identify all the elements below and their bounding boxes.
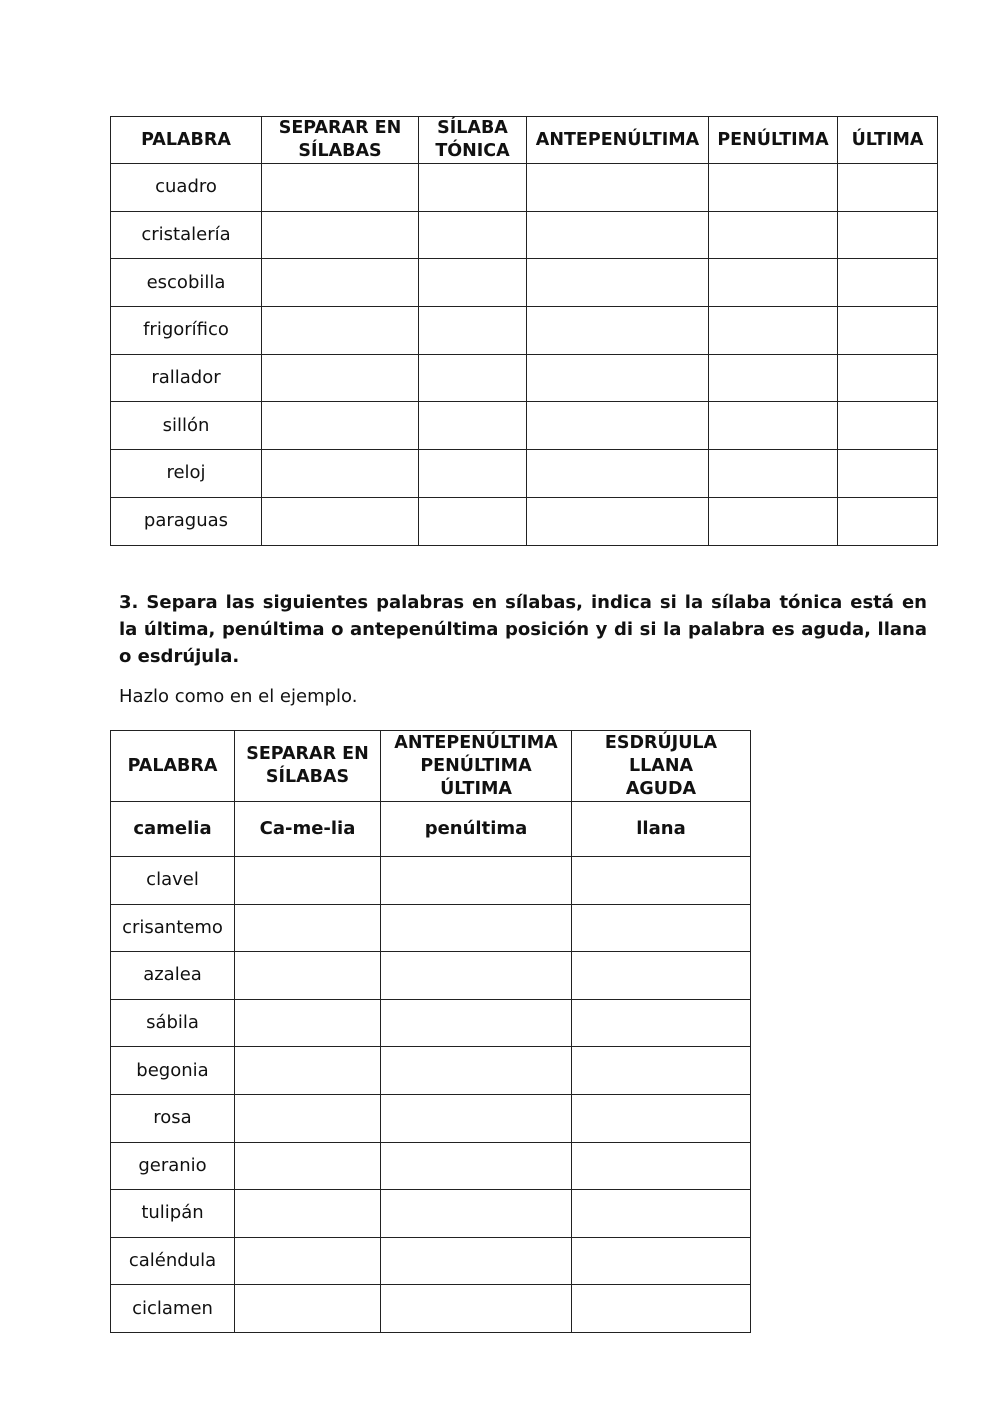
word-cell: escobilla: [111, 259, 262, 307]
table-row: [111, 402, 938, 450]
type-answer-cell[interactable]: [572, 999, 751, 1047]
header-tipo-line: ESDRÚJULA: [604, 732, 718, 753]
penultima-answer-cell[interactable]: [709, 259, 838, 307]
syllables-answer-cell[interactable]: [235, 1237, 381, 1285]
antepenultima-answer-cell[interactable]: [527, 354, 709, 402]
penultima-answer-cell[interactable]: [709, 307, 838, 355]
syllables-answer-cell[interactable]: [235, 1142, 381, 1190]
table-header-row: [111, 117, 938, 164]
syllables-answer-cell[interactable]: [262, 164, 419, 212]
type-answer-cell[interactable]: [572, 904, 751, 952]
header-silaba-line: SÍLABA: [437, 118, 508, 138]
tonic-syllable-answer-cell[interactable]: [419, 259, 527, 307]
position-answer-cell[interactable]: [381, 1142, 572, 1190]
word-cell: caléndula: [111, 1237, 235, 1285]
word-cell: cristalería: [111, 211, 262, 259]
syllables-answer-cell[interactable]: [235, 1190, 381, 1238]
example-type: llana: [572, 802, 751, 857]
word-cell: rallador: [111, 354, 262, 402]
syllables-answer-cell[interactable]: [262, 354, 419, 402]
table-body: [111, 164, 938, 546]
header-tipo-line: AGUDA: [625, 778, 697, 799]
antepenultima-answer-cell[interactable]: [527, 402, 709, 450]
position-answer-cell[interactable]: [381, 999, 572, 1047]
ultima-answer-cell[interactable]: [838, 450, 938, 498]
exercise-hint: Hazlo como en el ejemplo.: [119, 686, 358, 707]
ultima-answer-cell[interactable]: [838, 402, 938, 450]
syllables-answer-cell[interactable]: [235, 1047, 381, 1095]
syllables-answer-cell[interactable]: [235, 857, 381, 905]
penultima-answer-cell[interactable]: [709, 354, 838, 402]
word-cell: begonia: [111, 1047, 235, 1095]
syllables-answer-cell[interactable]: [262, 259, 419, 307]
syllables-answer-cell[interactable]: [235, 904, 381, 952]
type-answer-cell[interactable]: [572, 1047, 751, 1095]
table-row: [111, 450, 938, 498]
header-separar-line: SÍLABAS: [265, 767, 350, 787]
header-posicion-line: ANTEPENÚLTIMA: [394, 732, 558, 753]
antepenultima-answer-cell[interactable]: [527, 164, 709, 212]
word-cell: azalea: [111, 952, 235, 1000]
header-silaba-line: TÓNICA: [435, 141, 510, 161]
type-answer-cell[interactable]: [572, 952, 751, 1000]
classification-table: [110, 730, 751, 1333]
penultima-answer-cell[interactable]: [709, 164, 838, 212]
syllables-answer-cell[interactable]: [262, 450, 419, 498]
table-row: [111, 999, 751, 1047]
word-cell: cuadro: [111, 164, 262, 212]
tonic-syllable-answer-cell[interactable]: [419, 164, 527, 212]
table-row: [111, 1285, 751, 1333]
position-answer-cell[interactable]: [381, 1237, 572, 1285]
word-cell: sábila: [111, 999, 235, 1047]
antepenultima-answer-cell[interactable]: [527, 450, 709, 498]
word-cell: geranio: [111, 1142, 235, 1190]
example-syllables: Ca-me-lia: [235, 802, 381, 857]
word-cell: frigorífico: [111, 307, 262, 355]
table-row: [111, 904, 751, 952]
syllables-answer-cell[interactable]: [262, 497, 419, 545]
header-separar: [235, 731, 381, 802]
header-separar-line: SÍLABAS: [298, 141, 382, 161]
position-answer-cell[interactable]: [381, 1190, 572, 1238]
header-separar: [262, 117, 419, 164]
word-cell: clavel: [111, 857, 235, 905]
tonic-syllable-answer-cell[interactable]: [419, 497, 527, 545]
header-silaba-tonica: [419, 117, 527, 164]
header-posicion-line: PENÚLTIMA: [420, 755, 532, 776]
syllables-answer-cell[interactable]: [235, 1094, 381, 1142]
word-cell: rosa: [111, 1094, 235, 1142]
example-row: [111, 802, 751, 857]
header-tipo-line: LLANA: [628, 755, 694, 776]
ultima-answer-cell[interactable]: [838, 497, 938, 545]
word-cell: sillón: [111, 402, 262, 450]
penultima-answer-cell[interactable]: [709, 497, 838, 545]
type-answer-cell[interactable]: [572, 1142, 751, 1190]
tonic-syllable-answer-cell[interactable]: [419, 450, 527, 498]
penultima-answer-cell[interactable]: [709, 402, 838, 450]
position-answer-cell[interactable]: [381, 952, 572, 1000]
type-answer-cell[interactable]: [572, 1094, 751, 1142]
tonic-syllable-answer-cell[interactable]: [419, 402, 527, 450]
header-palabra: PALABRA: [111, 731, 235, 802]
ultima-answer-cell[interactable]: [838, 307, 938, 355]
type-answer-cell[interactable]: [572, 1237, 751, 1285]
antepenultima-answer-cell[interactable]: [527, 307, 709, 355]
table-row: [111, 1047, 751, 1095]
penultima-answer-cell[interactable]: [709, 211, 838, 259]
table-row: [111, 259, 938, 307]
ultima-answer-cell[interactable]: [838, 259, 938, 307]
table-row: [111, 952, 751, 1000]
header-tipo: [572, 731, 751, 802]
table-row: [111, 1237, 751, 1285]
position-answer-cell[interactable]: [381, 1047, 572, 1095]
antepenultima-answer-cell[interactable]: [527, 259, 709, 307]
syllables-answer-cell[interactable]: [235, 952, 381, 1000]
antepenultima-answer-cell[interactable]: [527, 497, 709, 545]
syllables-answer-cell[interactable]: [262, 307, 419, 355]
header-separar-line: SEPARAR EN: [246, 744, 369, 764]
exercise-instruction: 3. Separa las siguientes palabras en sílabas, indica si la sílaba tónica está en la última, penúltima o antepenúltima posición y di si la palabra es aguda, llana o esdrújula.: [119, 592, 927, 667]
word-cell: reloj: [111, 450, 262, 498]
position-answer-cell[interactable]: [381, 1285, 572, 1333]
table-row: [111, 354, 938, 402]
penultima-answer-cell[interactable]: [709, 450, 838, 498]
table-row: [111, 1094, 751, 1142]
word-cell: tulipán: [111, 1190, 235, 1238]
position-answer-cell[interactable]: [381, 1094, 572, 1142]
syllables-answer-cell[interactable]: [262, 211, 419, 259]
ultima-answer-cell[interactable]: [838, 354, 938, 402]
table-row: [111, 164, 938, 212]
table-row: [111, 211, 938, 259]
example-position: penúltima: [381, 802, 572, 857]
ultima-answer-cell[interactable]: [838, 211, 938, 259]
position-answer-cell[interactable]: [381, 904, 572, 952]
type-answer-cell[interactable]: [572, 1285, 751, 1333]
tonic-syllable-answer-cell[interactable]: [419, 307, 527, 355]
syllables-answer-cell[interactable]: [235, 1285, 381, 1333]
header-separar-line: SEPARAR EN: [278, 118, 402, 138]
word-cell: paraguas: [111, 497, 262, 545]
tonic-syllable-answer-cell[interactable]: [419, 354, 527, 402]
antepenultima-answer-cell[interactable]: [527, 211, 709, 259]
header-posicion-line: ÚLTIMA: [440, 778, 512, 799]
position-answer-cell[interactable]: [381, 857, 572, 905]
type-answer-cell[interactable]: [572, 1190, 751, 1238]
syllables-answer-cell[interactable]: [235, 999, 381, 1047]
table-row: [111, 1142, 751, 1190]
table-row: [111, 307, 938, 355]
header-ultima: ÚLTIMA: [838, 117, 938, 164]
table-row: [111, 497, 938, 545]
table-header-row: [111, 731, 751, 802]
tonic-syllable-answer-cell[interactable]: [419, 211, 527, 259]
syllables-answer-cell[interactable]: [262, 402, 419, 450]
table-row: [111, 1190, 751, 1238]
type-answer-cell[interactable]: [572, 857, 751, 905]
syllable-table: [110, 116, 938, 546]
header-posicion: [381, 731, 572, 802]
word-cell: ciclamen: [111, 1285, 235, 1333]
header-palabra: PALABRA: [111, 117, 262, 164]
ultima-answer-cell[interactable]: [838, 164, 938, 212]
table-body: [111, 857, 751, 1333]
header-antepenultima: ANTEPENÚLTIMA: [527, 117, 709, 164]
header-penultima: PENÚLTIMA: [709, 117, 838, 164]
table-row: [111, 857, 751, 905]
word-cell: crisantemo: [111, 904, 235, 952]
example-word: camelia: [111, 802, 235, 857]
